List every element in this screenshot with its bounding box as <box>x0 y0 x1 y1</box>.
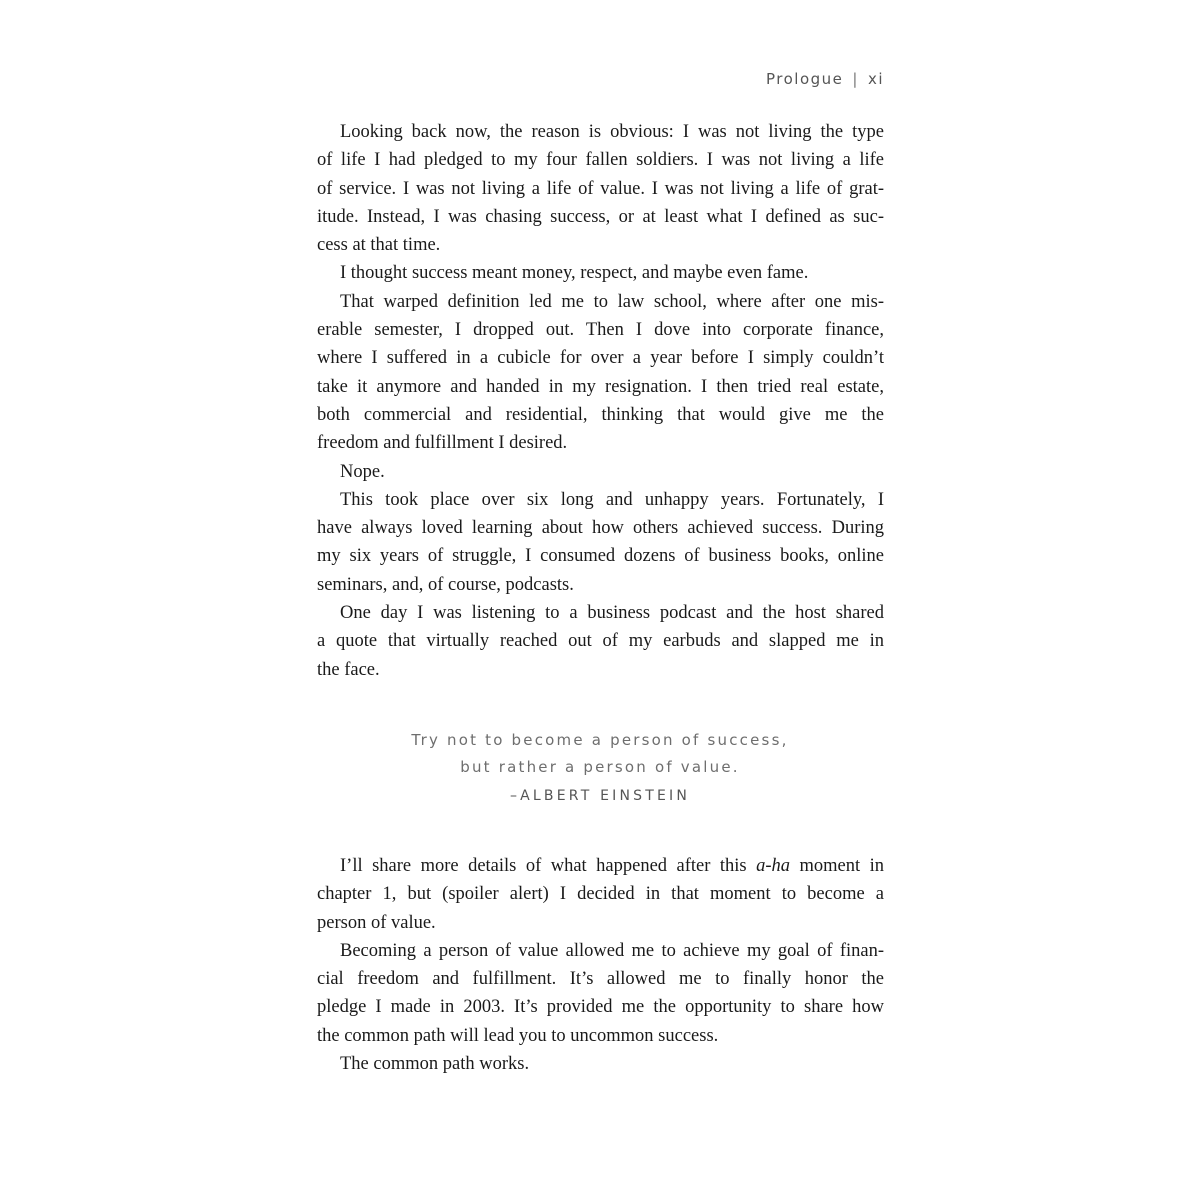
text-line: have always loved learning about how others achieved success. During <box>317 518 884 539</box>
text-line: both commercial and residential, thinking that would give me the <box>317 404 884 425</box>
page-number: xi <box>867 70 884 88</box>
quote-attribution: –ALBERT EINSTEIN <box>509 788 691 804</box>
quote-line-2: but rather a person of value. <box>460 758 740 776</box>
body-text-block-1 <box>317 118 884 684</box>
quote-line-1: Try not to become a person of success, <box>411 731 789 749</box>
text-line: erable semester, I dropped out. Then I dove into corporate finance, <box>317 320 884 341</box>
text-line: cial freedom and fulfillment. It’s allowed me to finally honor the <box>317 969 884 990</box>
text-line: a quote that virtually reached out of my earbuds and slapped me in <box>317 631 884 652</box>
text-line: where I suffered in a cubicle for over a year before I simply couldn’t <box>317 348 884 369</box>
text-line: chapter 1, but (spoiler alert) I decided in that moment to become a <box>317 884 884 905</box>
italic-term: a-ha <box>756 856 791 876</box>
text-line: Becoming a person of value allowed me to achieve my goal of finan- <box>340 940 884 961</box>
running-head-separator: | <box>852 70 859 88</box>
text-line: the face. <box>317 659 380 680</box>
text-line: pledge I made in 2003. It’s provided me the opportunity to share how <box>317 997 884 1018</box>
text-line: of service. I was not living a life of value. I was not living a life of grat- <box>317 178 884 199</box>
text-run: moment in <box>790 856 884 876</box>
text-line: cess at that time. <box>317 235 441 256</box>
epigraph-quote <box>300 727 900 811</box>
running-head-section: Prologue <box>765 70 844 88</box>
text-line: seminars, and, of course, podcasts. <box>317 574 574 595</box>
text-line: the common path will lead you to uncommon success. <box>317 1025 719 1046</box>
text-line <box>317 852 884 880</box>
text-run: I’ll share more details of what happened after this <box>340 856 757 876</box>
running-head <box>766 70 884 88</box>
text-line: One day I was listening to a business podcast and the host shared <box>340 603 884 624</box>
text-line: Looking back now, the reason is obvious: I was not living the type <box>340 122 884 142</box>
text-line: freedom and fulfillment I desired. <box>317 433 568 454</box>
text-line: Nope. <box>340 461 385 482</box>
text-line: my six years of struggle, I consumed dozens of business books, online <box>317 546 884 567</box>
text-line: take it anymore and handed in my resignation. I then tried real estate, <box>317 376 884 397</box>
text-line: I thought success meant money, respect, and maybe even fame. <box>340 263 809 284</box>
text-line: This took place over six long and unhappy years. Fortunately, I <box>340 489 884 510</box>
text-line: of life I had pledged to my four fallen soldiers. I was not living a life <box>317 150 884 171</box>
text-line: person of value. <box>317 912 436 933</box>
body-text-block-2 <box>317 852 884 1078</box>
text-line: The common path works. <box>340 1054 530 1075</box>
text-line: itude. Instead, I was chasing success, or at least what I defined as suc- <box>317 206 884 227</box>
text-line: That warped definition led me to law school, where after one mis- <box>340 291 884 312</box>
